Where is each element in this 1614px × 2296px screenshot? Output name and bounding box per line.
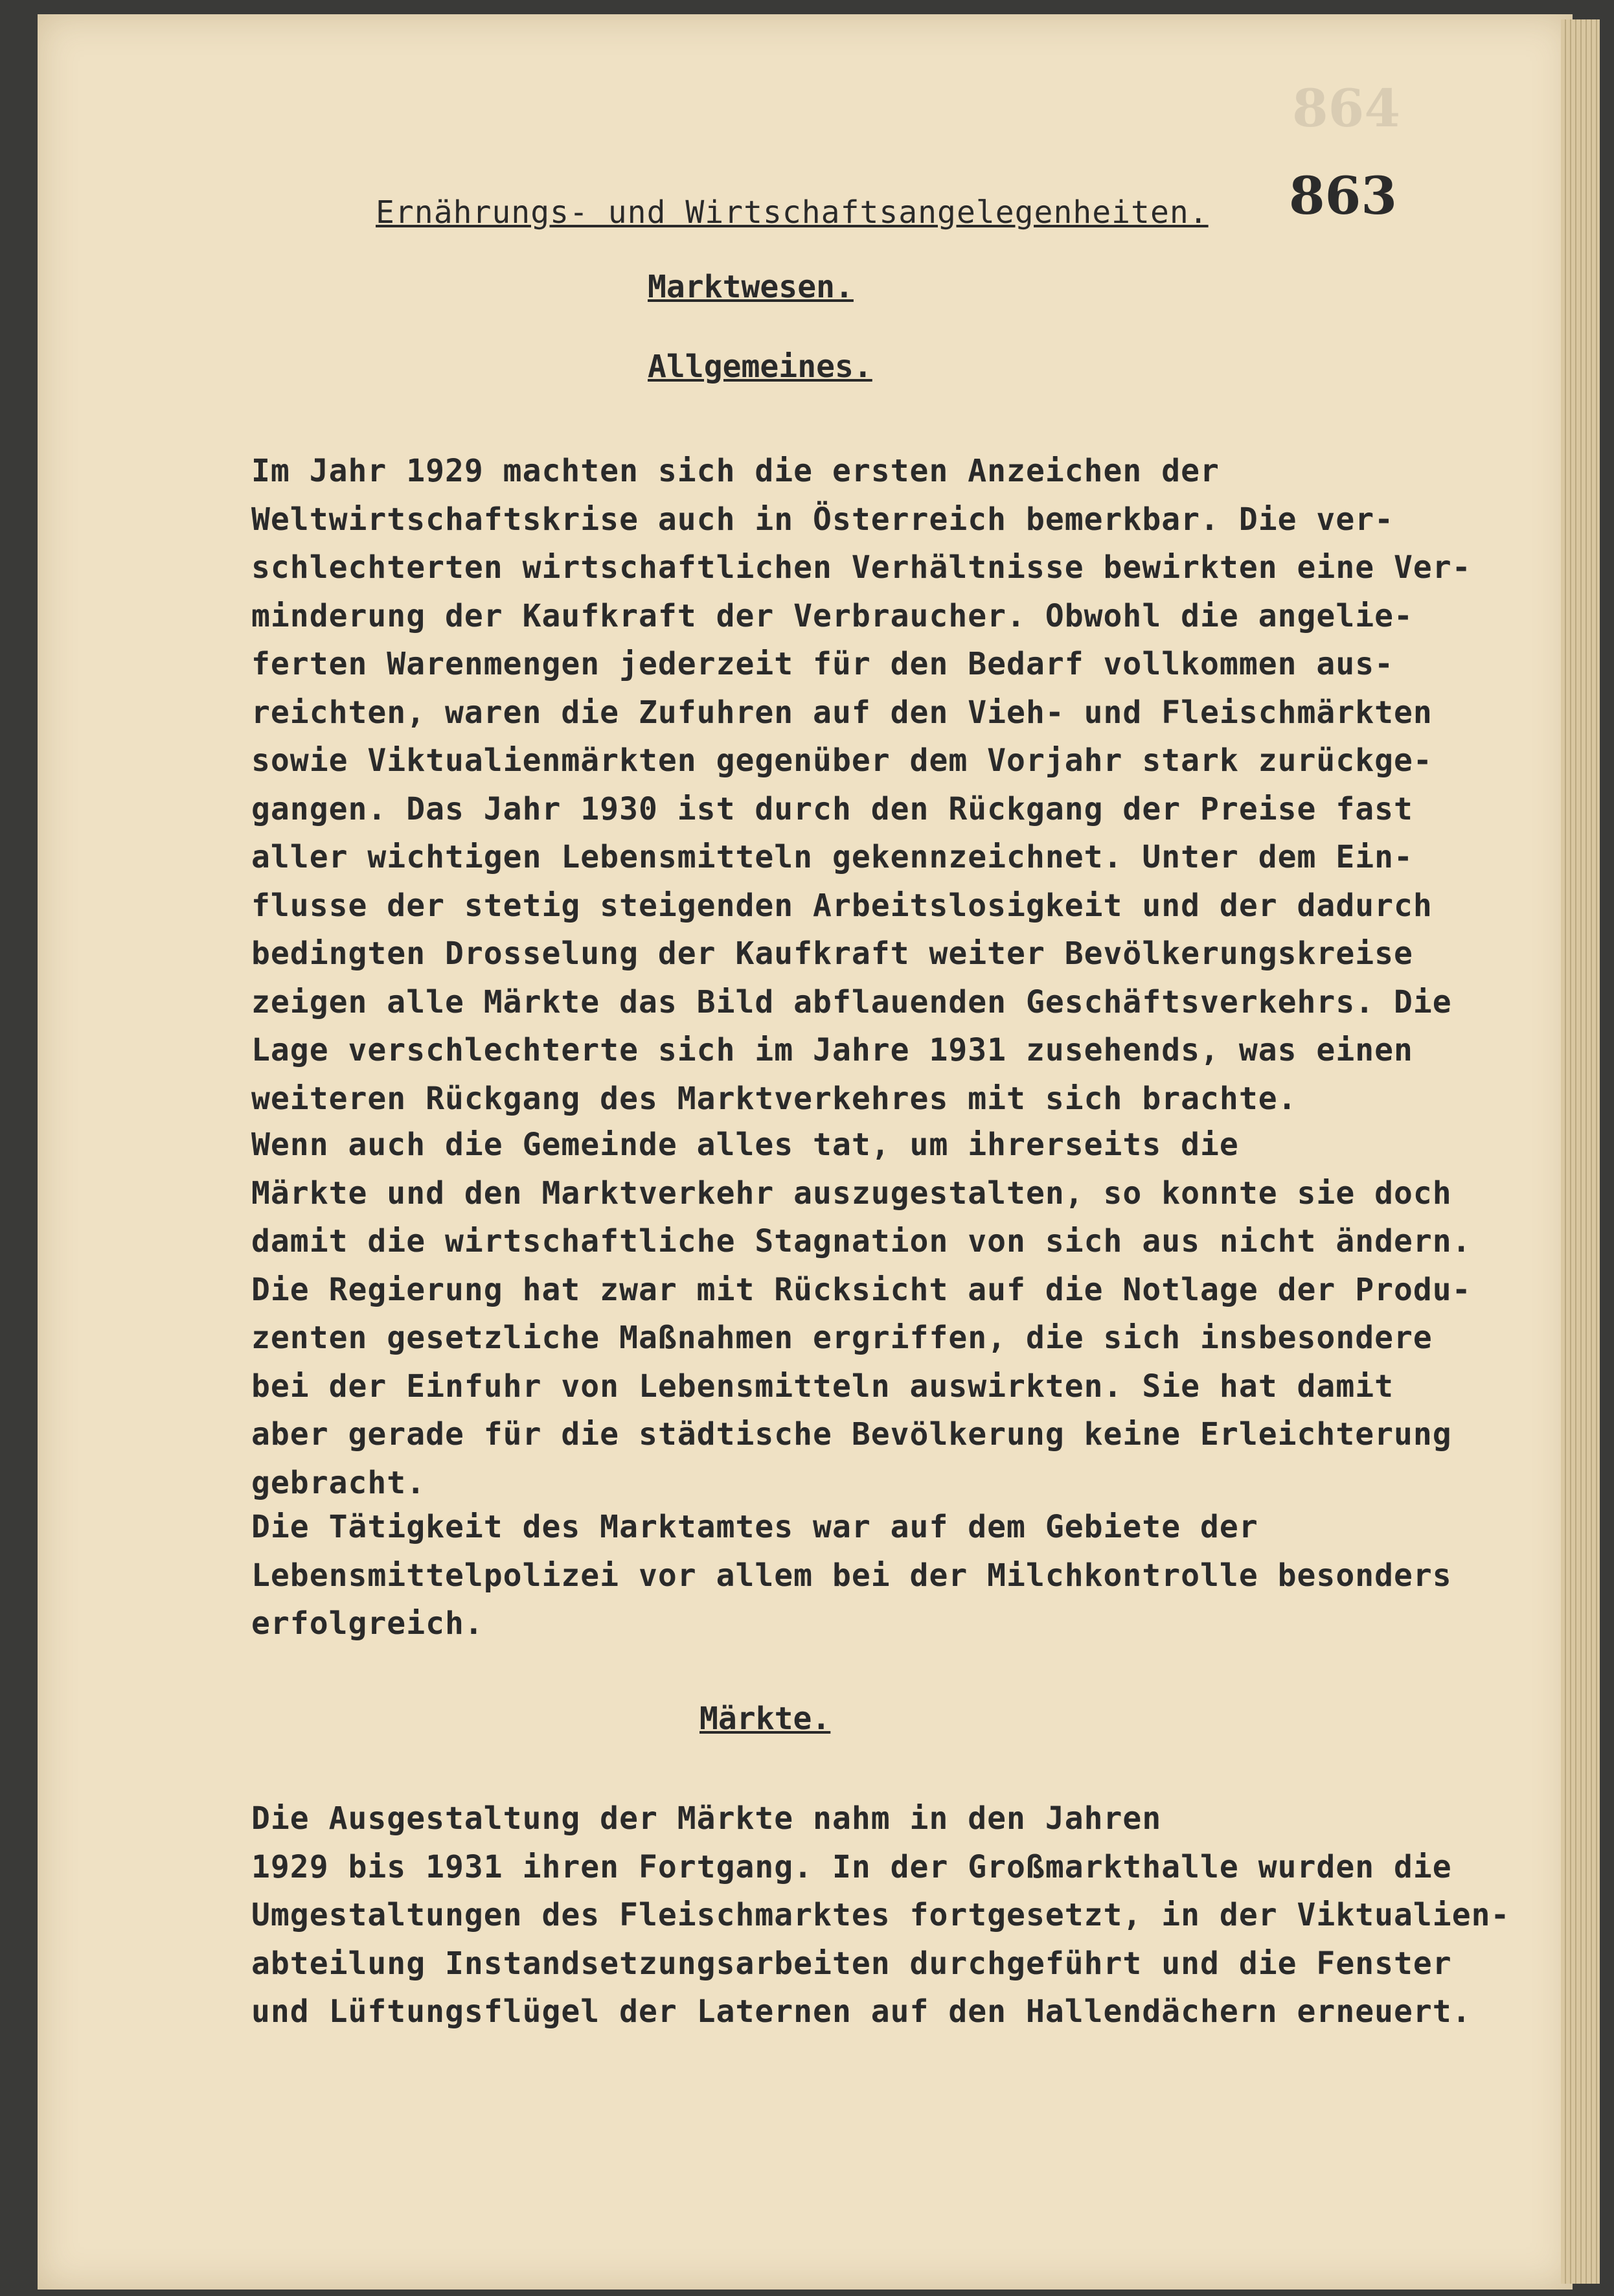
markets-paragraph: Die Ausgestaltung der Märkte nahm in den Jahren 1929 bis 1931 ihren Fortgang. In der Großmarkthalle wurden die Umgestaltungen des Fleischmarktes fortgesetzt, in der Viktualien- abteilung Instandsetzungsarbeiten durchgeführt und die Fenster und Lüftungsflügel der Laternen auf den Hallendächern erneuert.	[251, 1800, 1510, 2030]
page-number: 863	[1289, 165, 1397, 226]
page-header: Ernährungs- und Wirtschaftsangelegenheiten.	[376, 194, 1209, 231]
section-title: Marktwesen.	[648, 269, 854, 305]
paragraph-2: Wenn auch die Gemeinde alles tat, um ihrerseits die Märkte und den Marktverkehr auszugestalten, so konnte sie doch damit die wirtschaftliche Stagnation von sich aus nicht ändern. Die Regierung hat zwar mit Rücksicht auf die Notlage der Produ- zenten gesetzliche Maßnahmen ergriffen, die sich insbesondere bei der Einfuhr von Lebensmitteln auswirkten. Sie hat damit aber gerade für die städtische Bevölkerung keine Erleichterung gebracht.	[251, 1127, 1472, 1501]
page-edges	[1561, 19, 1600, 2284]
subsection-general: Allgemeines.	[648, 349, 872, 385]
bleed-through-page-number: 864	[1292, 78, 1400, 139]
subsection-markets: Märkte.	[699, 1701, 831, 1737]
paragraph-3: Die Tätigkeit des Marktamtes war auf dem Gebiete der Lebensmittelpolizei vor allem bei der Milchkontrolle besonders erfolgreich.	[251, 1509, 1452, 1642]
paragraph-1: Im Jahr 1929 machten sich die ersten Anzeichen der Weltwirtschaftskrise auch in Österreich bemerkbar. Die ver- schlechterten wirtschaftlichen Verhältnisse bewirkten eine Ver- minderung der Kaufkraft der Verbraucher. Obwohl die angelie- ferten Warenmengen jederzeit für den Bedarf vollkommen aus- reichten, waren die Zufuhren auf den Vieh- und Fleischmärkten sowie Viktualienmärkten gegenüber dem Vorjahr stark zurückge- gangen. Das Jahr 1930 ist durch den Rückgang der Preise fast aller wichtigen Lebensmitteln gekennzeichnet. Unter dem Ein- flusse der stetig steigenden Arbeitslosigkeit und der dadurch bedingten Drosselung der Kaufkraft weiter Bevölkerungskreise zeigen alle Märkte das Bild abflauenden Geschäftsverkehrs. Die Lage verschlechterte sich im Jahre 1931 zusehends, was einen weiteren Rückgang des Marktverkehres mit sich brachte.	[251, 453, 1472, 1117]
